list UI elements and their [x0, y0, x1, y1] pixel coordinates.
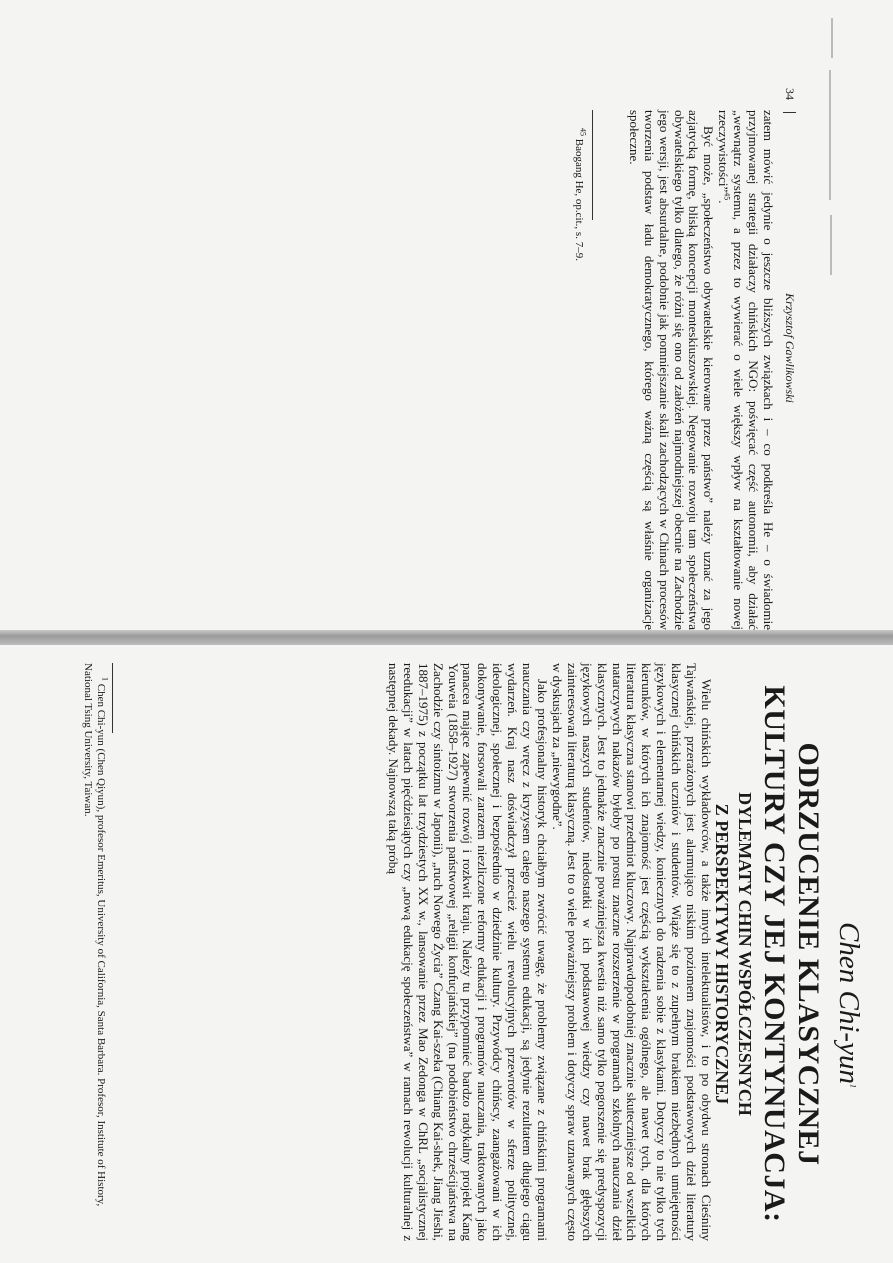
- left-page-body: [626, 110, 775, 630]
- paragraph: Wielu chińskich wykładowców, a także innych intelektualistów, i to po obydwu stronach Cieśniny Tajwańskiej, przerażonych jest alarmująco niskim poziomem znajomości podstawowych dzieł literatury klasycznej chińskich uczniów i studentów. Wiąże się to z zupełnym brakiem niezbędnych umiejętności językowych i elementarnej wiedzy, koniecznych do radzenia sobie z klasykami. Dotyczy to nie tylko tych kierunków, w których ich znajomość jest częścią wykształcenia ogólnego, ale nawet tych, dla których literatura klasyczna stanowi przedmiot kluczowy. Najprawdopodobniej znacznie skuteczniejsze od wszelkich natarczywych nakazów byłoby po prostu znaczne rozszerzenie w programach szkolnych nauczania dzieł klasycznych. Jest to jednakże znacznie poważniejsza kwestia niż samo tylko pogorszenie się predyspozycji językowych naszych studentów, niedostatki w ich podstawowej wiedzy czy nawet brak głębszych zainteresowań literaturą klasyczną. Jest to o wiele poważniejszy problem i dotyczy spraw uznawanych często w dyskusjach za „niewygodne”.: [549, 663, 714, 1241]
- paragraph-text: zatem mówić jedynie o jeszcze bliższych związkach i – co podkreśla He – o świadomie przyjmowanej strategii działaczy chińskich NGO: poświęcać część autonomii, aby działać „wewnątrz systemu, a przez to wywierać o wiele większy wpływ na kształtowanie nowej rzeczywistości”: [716, 110, 776, 630]
- subtitle-line: DYLEMATY CHIN WSPÓŁCZESNYCH: [735, 792, 755, 1116]
- author-name: Chen Chi-yun: [833, 922, 865, 1084]
- book-gutter: [0, 630, 893, 645]
- paragraph: zatem mówić jedynie o jeszcze bliższych związkach i – co podkreśla He – o świadomie przyjmowanej strategii działaczy chińskich NGO: poświęcać część autonomii, aby działać „wewnątrz systemu, a przez to wywierać o wiele większy wpływ na kształtowanie nowej rzeczywistości”$^{45}$.: [716, 110, 776, 630]
- left-page-header: [777, 88, 797, 608]
- right-page-body: [385, 663, 713, 1241]
- footnote-rule: [592, 110, 593, 220]
- right-page: [0, 645, 893, 1263]
- page-number: 34: [783, 88, 797, 100]
- title-line: ODRZUCENIE KLASYCZNEJ: [792, 742, 825, 1166]
- subtitle-line: Z PERSPEKTYWY HISTORYCZNEJ: [712, 803, 732, 1105]
- paragraph: Jako profesjonalny historyk chciałbym zwrócić uwagę, że problemy związane z chińskimi programami nauczania czy wręcz z kryzysem całego naszego systemu edukacji, są jedynie rezultatem długiego ciągu wydarzeń. Kraj nasz doświadczył przecież wielu rewolucyjnych przewrotów w sferze politycznej, ideologicznej, społecznej i bezpośrednio w dziedzinie kultury. Przywódcy chińscy, zaangażowani w ich dokonywanie, forsowali zarazem niezliczone reformy edukacji i programów nauczania, traktowanych jako panacea mające zapewnić rozwój i rozkwit kraju. Należy tu przypomnieć bardzo radykalny projekt Kang Youweia (1858–1927) stworzenia państwowej „religii konfucjańskiej” (na podobieństwo chrześcijaństwa na Zachodzie czy sintoizmu w Japonii), „ruch Nowego Życia” Czang Kai-szeka (Chiang Kai-shek, Jiang Jieshi, 1887–1975) z początku lat trzydziestych XX w., lansowanie przez Mao Zedonga w ChRL „socjalistycznej reedukacji” w latach pięćdziesiątych czy „nową edukację społeczeństwa” w ramach rewolucji kulturalnej z następnej dekady. Najnowszą taką próbą: [385, 663, 551, 1241]
- footnote-rule: [112, 663, 113, 733]
- footnote-ref: 45: [722, 192, 732, 201]
- article-author: [832, 775, 865, 1235]
- title-line: KULTURY CZY JEJ KONTYNUACJA:: [758, 685, 791, 1223]
- footnote: [573, 128, 588, 261]
- article-title: [711, 645, 825, 1263]
- footnote-number: 45: [578, 128, 588, 136]
- paragraph: Być może, „społeczeństwo obywatelskie kierowane przez państwo” należy uznać za jego azjatycką formę, bliską koncepcji monteskiuszowskiej. Negowanie rozwoju tam społeczeństwa obywatelskiego tylko dlatego, że różni się ono od założeń najmodniejszej obecnie na Zachodzie jego wersji, jest absurdalne, podobnie jak pomniejszanie skali zachodzących w Chinach procesów tworzenia podstaw ładu demokratycznego, którego ważną częścią są właśnie organizacje społeczne.: [626, 110, 717, 630]
- footnote-text: Chen Chi-yun (Chen Qiyun), profesor Emeritus, University of California, Santa Barbara. Profesor, Institute of History, National Tsing University, Taiwan.: [82, 663, 107, 1207]
- author-footnote-ref: 1: [848, 1083, 858, 1088]
- left-page: [0, 0, 893, 630]
- running-head: Krzysztof Gawlikowski: [783, 293, 797, 403]
- footnote-number: 1: [100, 677, 110, 681]
- footnote: [81, 663, 110, 1241]
- footnote-text: Baogang He, op.cit., s. 7–9.: [573, 138, 585, 261]
